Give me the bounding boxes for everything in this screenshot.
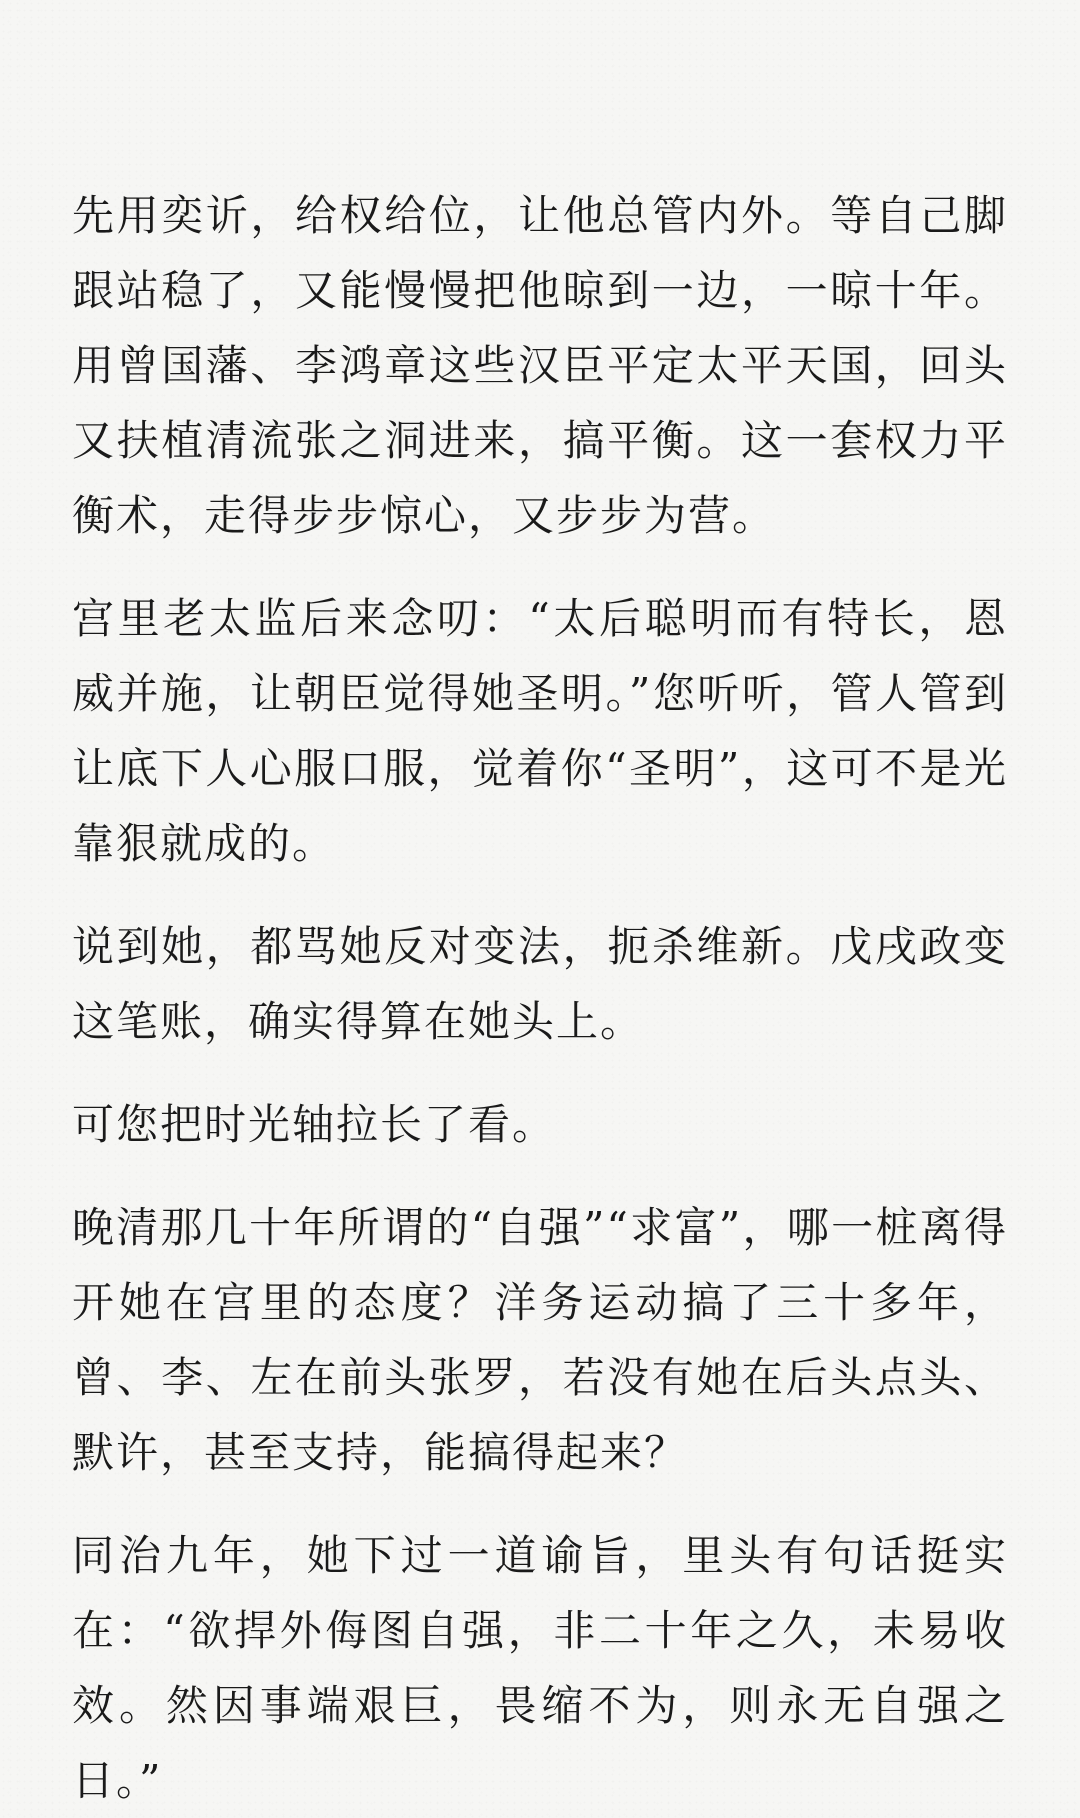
article-paragraph-5: 晚清那几十年所谓的“自强”“求富”，哪一桩离得开她在宫里的态度？洋务运动搞了三十多年，曾、李、左在前头张罗，若没有她在后头点头、默许，甚至支持，能搞得起来？ <box>72 1203 1008 1477</box>
article-paragraph-4: 可您把时光轴拉长了看。 <box>72 1100 557 1149</box>
article-paragraph-6: 同治九年，她下过一道谕旨，里头有句话挺实在：“欲捍外侮图自强，非二十年之久，未易收效。然因事端艰巨，畏缩不为，则永无自强之日。” <box>72 1531 1008 1805</box>
article-paragraph-2: 宫里老太监后来念叨：“太后聪明而有特长，恩威并施，让朝臣觉得她圣明。”您听听，管人管到让底下人心服口服，觉着你“圣明”，这可不是光靠狠就成的。 <box>72 594 1008 868</box>
article-paragraph-3: 说到她，都骂她反对变法，扼杀维新。戊戌政变这笔账，确实得算在她头上。 <box>72 922 1008 1046</box>
article-paragraph-1: 先用奕䜣，给权给位，让他总管内外。等自己脚跟站稳了，又能慢慢把他晾到一边，一晾十年。用曾国藩、李鸿章这些汉臣平定太平天国，回头又扶植清流张之洞进来，搞平衡。这一套权力平衡术，走得步步惊心，又步步为营。 <box>72 191 1008 540</box>
